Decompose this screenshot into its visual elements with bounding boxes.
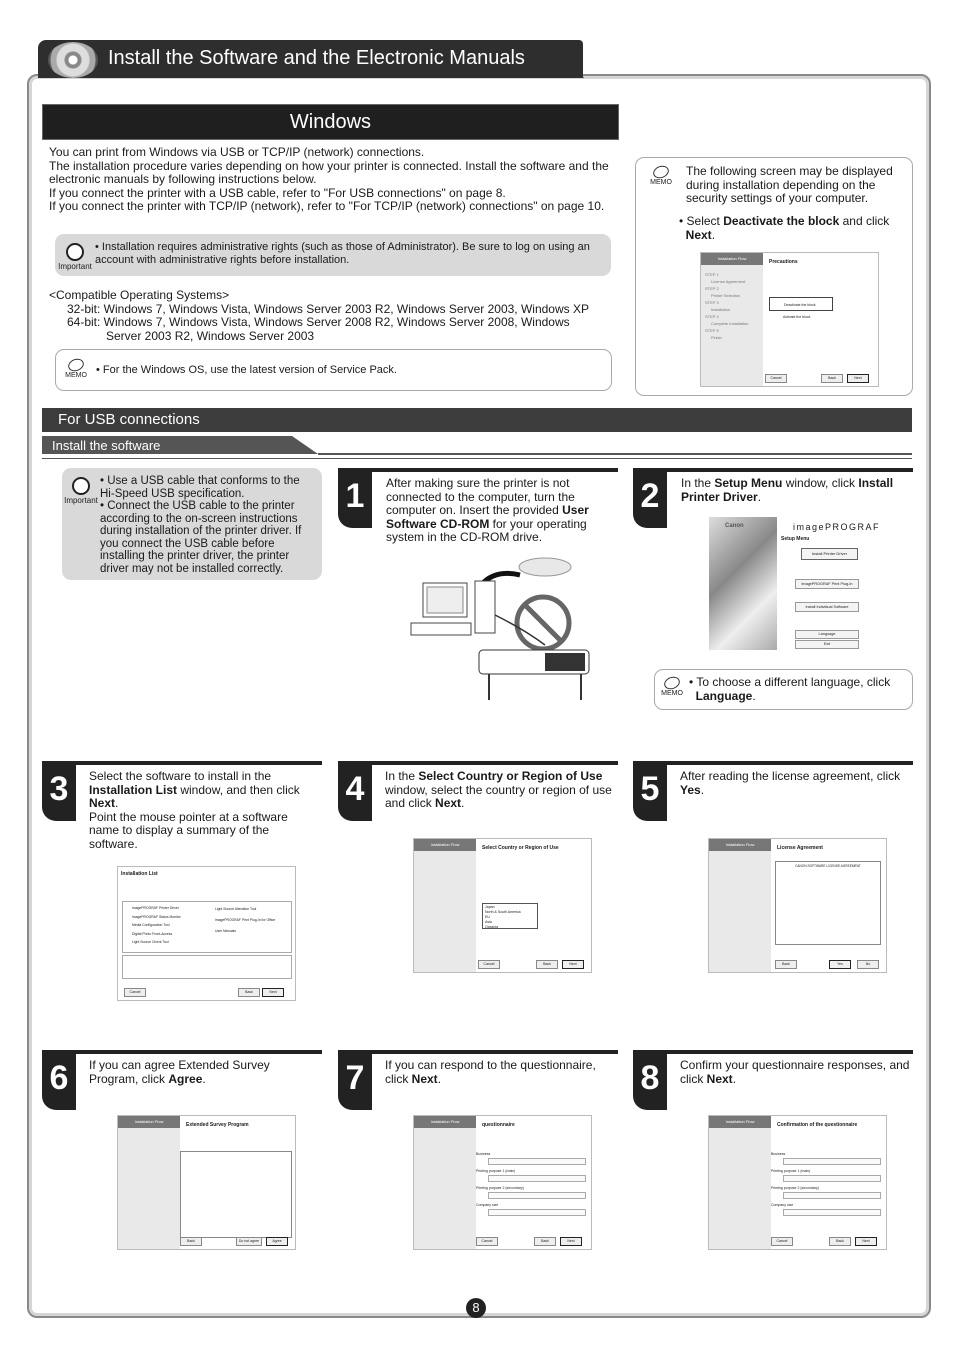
questionnaire-screenshot: Installation Flow questionnaire Business Printing purpose 1 (main) Printing purpose 2 (secondary) Company size Cancel Back Next [413,1115,592,1250]
step-2-number: 2 [633,468,667,528]
step-3-number: 3 [42,761,76,821]
language-memo [654,669,913,710]
step-8-number: 8 [633,1050,667,1110]
memo-icon: MEMO [657,677,687,697]
page-title: Install the Software and the Electronic Manuals [108,47,525,69]
questionnaire-confirmation-screenshot: Installation Flow Confirmation of the questionnaire Business Printing purpose 1 (main) Printing purpose 2 (secondary) Company size Cancel Back Next [708,1115,887,1250]
memo-icon: MEMO [646,166,676,186]
intro-line-1: You can print from Windows via USB or TCP/IP (network) connections. [49,145,425,159]
subsection-line [318,453,912,455]
divider [42,458,912,459]
step-6-text: If you can agree Extended Survey Program, click Agree. [89,1058,270,1086]
usb-title: For USB connections [58,411,200,428]
page-number: 8 [466,1298,486,1318]
step-7-number: 7 [338,1050,372,1110]
step-5-number: 5 [633,761,667,821]
step-4-bar [338,761,618,765]
step-2-text: In the Setup Menu window, click Install Printer Driver. [681,476,894,504]
step-6-bar [42,1050,322,1054]
windows-title: Windows [289,111,372,133]
computer-printer-illustration [405,555,605,705]
subsection-title: Install the software [52,438,161,453]
os-list [49,289,615,343]
language-memo-text: • To choose a different language, click Language. [689,675,891,703]
important-text: • Installation requires administrative rights (such as those of Administrator). Be sure to log on using an account with administrative rights before installation. [95,241,590,266]
cd-icon [48,42,98,78]
step-8-text: Confirm your questionnaire responses, and click Next. [680,1058,910,1086]
intro-line-4: If you connect the printer with TCP/IP (network), refer to "For TCP/IP (network) connections" on page 10. [49,199,605,213]
step-2-bar [633,468,913,472]
step-3-text: Select the software to install in the Installation List window, and then click Next. Point the mouse pointer at a software name to display a summary of the software. [89,769,300,851]
memo-box [55,349,612,391]
security-text: The following screen may be displayed during installation depending on the security settings of your computer. [686,164,893,205]
installation-list-screenshot: Installation List imagePROGRAF Printer Driver imagePROGRAF Status Monitor Media Configuration Tool Digital Photo Front-Access Light Source Check Tool Light Source Alteration Tool imagePROGRAF Print Plug-In for Office User Manuals Cancel Back Next [117,866,296,1001]
os-heading: <Compatible Operating Systems> [49,288,230,302]
important-icon: Important [58,243,92,271]
intro-line-3: If you connect the printer with a USB cable, refer to "For USB connections" on page 8. [49,185,506,200]
windows-intro [49,146,615,214]
precautions-screenshot: Installation Flow STEP 1 License Agreement STEP 2 Printer Selection STEP 3 Installation STEP 4 Complete Installation STEP 5 Finish Precautions Deactivate the block Activate the block Cancel Back Next [700,252,879,387]
step-4-number: 4 [338,761,372,821]
os-32bit: 32-bit: Windows 7, Windows Vista, Windows Server 2003 R2, Windows Server 2003, Windows XP [67,301,589,316]
memo-icon: MEMO [61,359,91,379]
step-1-text: After making sure the printer is not connected to the computer, turn the computer on. Insert the provided User Software CD-ROM for your operating system in the CD-ROM drive. [386,476,589,544]
license-agreement-screenshot: Installation Flow License Agreement CANON SOFTWARE LICENSE AGREEMENT Back Yes No [708,838,887,973]
step-7-bar [338,1050,618,1054]
step-5-bar [633,761,913,765]
important-box [55,234,611,276]
step-1-bar [338,468,618,472]
step-8-bar [633,1050,913,1054]
important-icon: Important [64,477,98,505]
step-5-text: After reading the license agreement, click Yes. [680,769,901,797]
intro-line-2: The installation procedure varies depending on how your printer is connected. Install the software and the electronic manuals by following instructions below. [49,158,609,186]
country-region-screenshot: Installation Flow Select Country or Region of Use Japan North & South America EU Asia Oceania Cancel Back Next [413,838,592,973]
security-memo [635,157,913,396]
header-tab-slant [552,40,584,78]
usb-important-1: • Use a USB cable that conforms to the Hi-Speed USB specification. [100,475,300,500]
step-4-text: In the Select Country or Region of Use window, select the country or region of use and click Next. [385,769,612,810]
step-6-number: 6 [42,1050,76,1110]
setup-menu-screenshot: Canon imagePROGRAF Setup Menu Install Printer Driver imagePROGRAF Print Plug-In Install Individual Software Language Exit [709,517,886,650]
subsection-slant [292,436,318,454]
survey-program-screenshot: Installation Flow Extended Survey Program Back Do not agree Agree [117,1115,296,1250]
step-7-text: If you can respond to the questionnaire, click Next. [385,1058,596,1086]
usb-important-2: • Connect the USB cable to the printer according to the on-screen instructions during installation of the printer driver. If you connect the USB cable before installing the printer driver, the printer driver may not be installed correctly. [100,500,302,575]
usb-important-box [62,468,322,580]
os-64bit-cont: Server 2003 R2, Windows Server 2003 [106,328,315,343]
os-64bit: 64-bit: Windows 7, Windows Vista, Windows Server 2008 R2, Windows Server 2008, Windows [67,315,570,329]
step-1-number: 1 [338,468,372,528]
step-3-bar [42,761,322,765]
memo-text: • For the Windows OS, use the latest version of Service Pack. [96,364,397,376]
security-bullet: • Select Deactivate the block and click Next. [679,214,890,242]
